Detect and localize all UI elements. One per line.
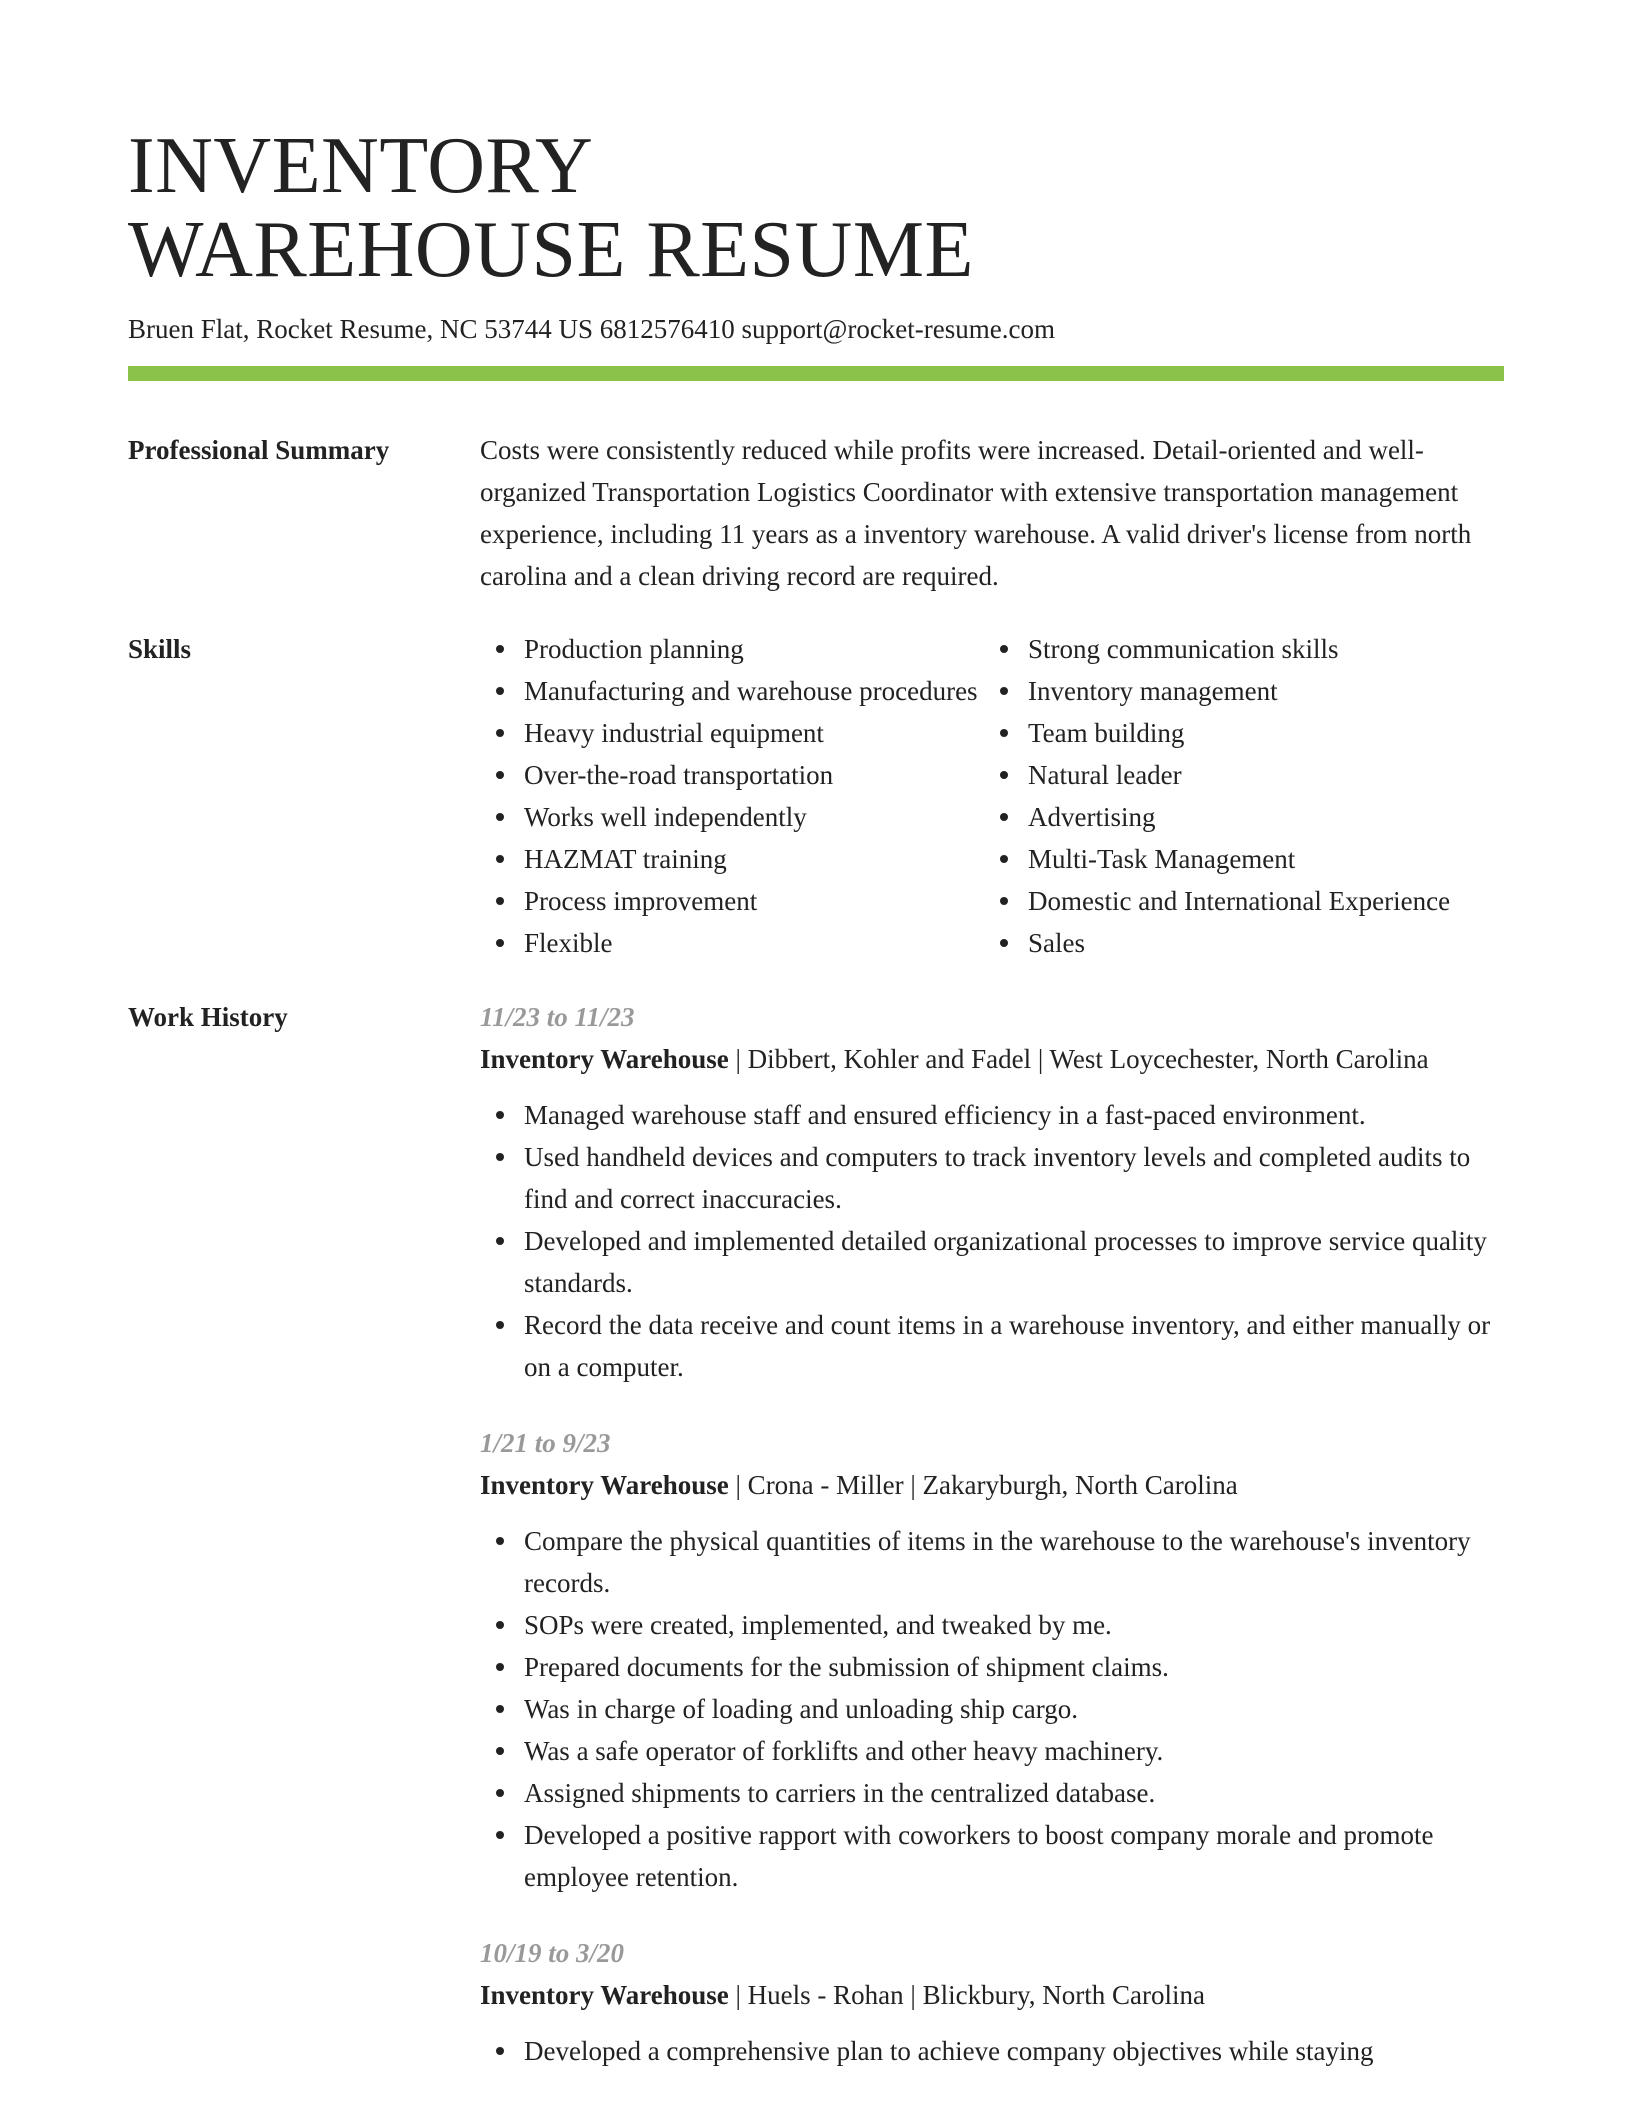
list-item: Domestic and International Experience <box>1028 880 1548 922</box>
list-item: Was a safe operator of forklifts and other heavy machinery. <box>524 1730 1504 1772</box>
list-item: Developed a positive rapport with coworkers to boost company morale and promote employee retention. <box>524 1814 1504 1898</box>
resume-page <box>128 124 1504 2106</box>
list-item: Was in charge of loading and unloading ship cargo. <box>524 1688 1504 1730</box>
skills-list-left <box>480 628 984 964</box>
job-details: | Crona - Miller | Zakaryburgh, North Carolina <box>728 1470 1238 1500</box>
job-entry <box>480 1932 1504 2072</box>
list-item: Flexible <box>524 922 984 964</box>
title-line-1: INVENTORY <box>128 122 594 210</box>
list-item: Over-the-road transportation <box>524 754 984 796</box>
list-item: Production planning <box>524 628 984 670</box>
job-bullets <box>480 1520 1504 1898</box>
job-title: Inventory Warehouse <box>480 1980 729 2010</box>
list-item: Heavy industrial equipment <box>524 712 984 754</box>
professional-summary-section <box>128 381 1504 597</box>
job-dates: 10/19 to 3/20 <box>480 1938 625 1968</box>
list-item: Record the data receive and count items in a warehouse inventory, and either manually or on a computer. <box>524 1304 1504 1388</box>
list-item: Prepared documents for the submission of shipment claims. <box>524 1646 1504 1688</box>
list-item: Manufacturing and warehouse procedures <box>524 670 984 712</box>
job-title: Inventory Warehouse <box>480 1044 729 1074</box>
list-item: Managed warehouse staff and ensured efficiency in a fast-paced environment. <box>524 1094 1504 1136</box>
list-item: SOPs were created, implemented, and tweaked by me. <box>524 1604 1504 1646</box>
section-label: Work History <box>128 1002 288 1032</box>
job-heading <box>480 1974 1504 2016</box>
list-item: Developed a comprehensive plan to achieve company objectives while staying <box>524 2030 1504 2072</box>
skills-columns <box>480 628 1504 964</box>
title-line-2: WAREHOUSE RESUME <box>128 206 974 294</box>
list-item: Works well independently <box>524 796 984 838</box>
skills-section <box>128 597 1504 964</box>
section-body <box>480 996 1504 2106</box>
list-item: HAZMAT training <box>524 838 984 880</box>
job-dates: 11/23 to 11/23 <box>480 1002 635 1032</box>
resume-title <box>128 124 1504 292</box>
accent-divider <box>128 366 1504 381</box>
list-item: Natural leader <box>1028 754 1548 796</box>
contact-info: Bruen Flat, Rocket Resume, NC 53744 US 6812576410 support@rocket-resume.com <box>128 314 1055 344</box>
list-item: Strong communication skills <box>1028 628 1548 670</box>
list-item: Advertising <box>1028 796 1548 838</box>
summary-text: Costs were consistently reduced while profits were increased. Detail-oriented and well-organized Transportation Logistics Coordinator with extensive transportation management experience, including 11 years as a inventory warehouse. A valid driver's license from north carolina and a clean driving record are required. <box>480 435 1472 591</box>
job-dates: 1/21 to 9/23 <box>480 1428 611 1458</box>
list-item: Developed and implemented detailed organizational processes to improve service quality standards. <box>524 1220 1504 1304</box>
section-body <box>480 628 1504 964</box>
list-item: Multi-Task Management <box>1028 838 1548 880</box>
section-body <box>480 429 1504 597</box>
work-history-section <box>128 964 1504 2106</box>
section-label: Skills <box>128 634 192 664</box>
job-details: | Dibbert, Kohler and Fadel | West Loycechester, North Carolina <box>728 1044 1429 1074</box>
job-details: | Huels - Rohan | Blickbury, North Carolina <box>728 1980 1206 2010</box>
list-item: Used handheld devices and computers to track inventory levels and completed audits to find and correct inaccuracies. <box>524 1136 1504 1220</box>
job-title: Inventory Warehouse <box>480 1470 729 1500</box>
job-entry <box>480 996 1504 1388</box>
job-heading <box>480 1038 1504 1080</box>
skills-list-right <box>984 628 1548 964</box>
list-item: Team building <box>1028 712 1548 754</box>
section-label: Professional Summary <box>128 435 390 465</box>
job-bullets <box>480 2030 1504 2072</box>
job-heading <box>480 1464 1504 1506</box>
list-item: Sales <box>1028 922 1548 964</box>
job-entry <box>480 1422 1504 1898</box>
job-bullets <box>480 1094 1504 1388</box>
list-item: Process improvement <box>524 880 984 922</box>
list-item: Compare the physical quantities of items in the warehouse to the warehouse's inventory records. <box>524 1520 1504 1604</box>
list-item: Assigned shipments to carriers in the centralized database. <box>524 1772 1504 1814</box>
list-item: Inventory management <box>1028 670 1548 712</box>
